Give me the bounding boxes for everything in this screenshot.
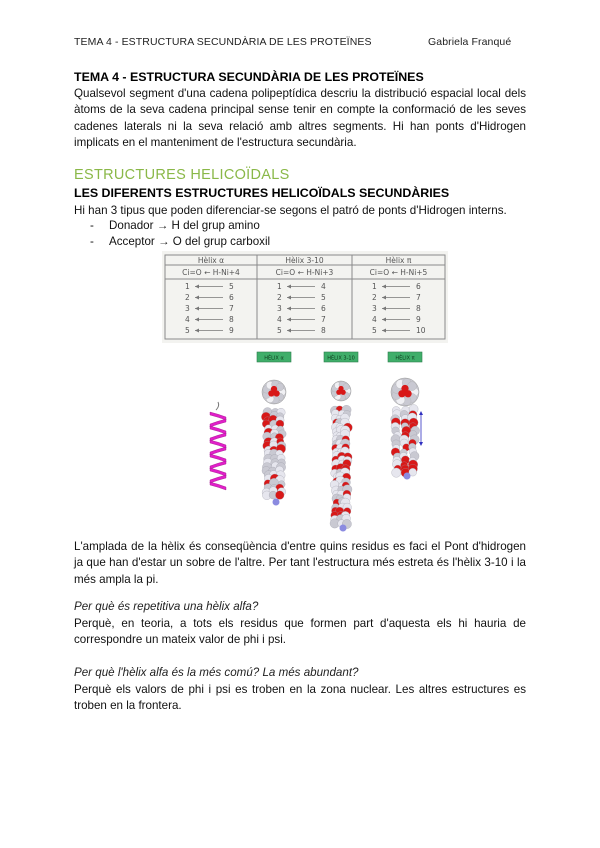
label-helix-pi — [388, 352, 422, 362]
nitrogen-atom — [340, 525, 347, 532]
ribbon-segment — [210, 461, 226, 469]
ribbon-segment — [210, 426, 226, 434]
table-formula: Ci=O ← H-Ni+5 — [369, 268, 428, 277]
intro-paragraph: Qualsevol segment d'una cadena polipeptídica descriu la distribució espacial local dels àtoms de la seva cadena principal sense tenir en compte la conformació de les seves cadenes laterals ni la seva relació amb altres segments. Hi han ponts d'Hidrogen implicats en el manteniment de l'estructura secundària. — [74, 87, 526, 150]
table-cell: 6 — [321, 304, 326, 313]
table-cell: 1 — [277, 282, 282, 291]
table-cell: 4 — [321, 282, 326, 291]
ribbon-end — [216, 402, 219, 410]
table-cell: 10 — [416, 326, 426, 335]
table-cell: 7 — [321, 315, 326, 324]
paragraph-width: L'amplada de la hèlix és conseqüència d'entre quins residus es faci el Pont d'hidrogen ja que han d'estar un sobre de l'altre. Per tant l'estructura més estreta és l'hèlix 3-10 i la més ampla la pi. — [74, 540, 526, 586]
subheading: LES DIFERENTS ESTRUCTURES HELICOÏDALS SECUNDÀRIES — [74, 186, 450, 200]
section-heading: ESTRUCTURES HELICOÏDALS — [74, 167, 290, 183]
alpha-helix-model — [261, 380, 286, 506]
table-cell: 2 — [185, 293, 190, 302]
atom — [276, 383, 284, 391]
table-cell: 4 — [277, 315, 282, 324]
table-cell: 1 — [185, 282, 190, 291]
table-cell: 8 — [229, 315, 234, 324]
table-cell: 5 — [229, 282, 234, 291]
table-cell: 8 — [416, 304, 421, 313]
running-header-title: TEMA 4 - ESTRUCTURA SECUNDÀRIA DE LES PROTEÏNES — [74, 36, 372, 48]
label-text: HÈLIX α — [264, 355, 284, 362]
table-cell: 9 — [416, 315, 421, 324]
types-sentence: Hi han 3 tipus que poden diferenciar-se segons el patró de ponts d'Hidrogen interns. — [74, 204, 507, 217]
bullet-item: - Donador → H del grup amino — [90, 219, 260, 232]
table-cell: 2 — [277, 293, 282, 302]
table-cell: 1 — [372, 282, 377, 291]
table-cell: 2 — [372, 293, 377, 302]
ribbon-segment — [210, 468, 226, 476]
nitrogen-atom — [273, 499, 280, 506]
ribbon-segment — [210, 419, 226, 427]
question-2: Per què l'hèlix alfa és la més comú? La més abundant? — [74, 666, 359, 679]
oxygen-atom — [336, 390, 341, 395]
ribbon-segment — [210, 433, 226, 441]
table-cell: 6 — [416, 282, 421, 291]
carbon-atom — [392, 468, 401, 477]
ribbon-segment — [210, 454, 226, 462]
width-arrow — [419, 411, 423, 446]
helix-3-10-model — [330, 381, 352, 532]
bullet-text: Donador → H del grup amino — [109, 219, 260, 232]
label-text: HÈLIX π — [395, 355, 415, 362]
table-cell: 3 — [372, 304, 377, 313]
page-title: TEMA 4 - ESTRUCTURA SECUNDÀRIA DE LES PROTEÏNES — [74, 70, 424, 84]
table-cell: 3 — [185, 304, 190, 313]
nitrogen-atom — [404, 473, 411, 480]
table-cell: 9 — [229, 326, 234, 335]
ribbon-segment — [210, 475, 226, 483]
table-formula: Ci=O ← H-Ni+3 — [275, 268, 334, 277]
table-cell: 7 — [416, 293, 421, 302]
ribbon-segment — [210, 482, 226, 490]
ribbon-helix — [210, 402, 226, 490]
helix-models-figure — [200, 350, 440, 535]
table-header: Hèlix π — [385, 256, 412, 265]
table-cell: 5 — [321, 293, 326, 302]
question-1: Per què és repetitiva una hèlix alfa? — [74, 600, 259, 613]
table-cell: 4 — [372, 315, 377, 324]
table-cell: 5 — [185, 326, 190, 335]
bullet-item: - Acceptor → O del grup carboxil — [90, 235, 271, 248]
running-header-author: Gabriela Franqué — [428, 36, 512, 48]
ribbon-segment — [210, 440, 226, 448]
ribbon-segment — [210, 447, 226, 455]
handwritten-hbond-table — [162, 251, 448, 343]
oxygen-atom — [268, 390, 274, 396]
bullet-text: Acceptor → O del grup carboxil — [109, 235, 271, 248]
answer-1: Perquè, en teoria, a tots els residus que formen part d'aquesta els hi hauria de correspondre un mateix valor de phi i psi. — [74, 617, 526, 647]
oxygen-atom — [398, 390, 405, 397]
table-cell: 5 — [277, 326, 282, 335]
ribbon-segment — [210, 412, 226, 420]
atom — [343, 384, 349, 390]
table-header: Hèlix α — [197, 256, 225, 265]
table-cell: 6 — [229, 293, 234, 302]
label-helix-3-10 — [324, 352, 358, 362]
label-text: HÈLIX 3-10 — [327, 355, 355, 362]
table-cell: 8 — [321, 326, 326, 335]
table-cell: 7 — [229, 304, 234, 313]
table-cell: 4 — [185, 315, 190, 324]
table-cell: 3 — [277, 304, 282, 313]
table-cell: 5 — [372, 326, 377, 335]
pi-helix-model — [391, 378, 420, 480]
oxygen-atom — [275, 491, 284, 500]
label-helix-alpha — [257, 352, 291, 362]
table-header: Hèlix 3-10 — [285, 256, 324, 265]
table-formula: Ci=O ← H-Ni+4 — [182, 268, 240, 277]
answer-2: Perquè els valors de phi i psi es troben en la zona nuclear. Les altres estructures es troben en la frontera. — [74, 683, 526, 713]
atom — [407, 382, 416, 391]
